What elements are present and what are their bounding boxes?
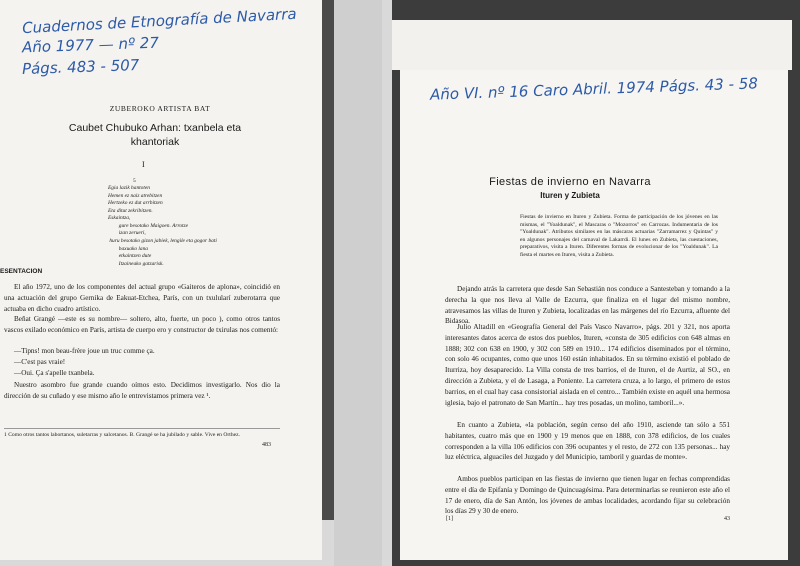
- right-abstract: Fiestas de invierno en Ituren y Zubieta. Forma de participación de los jóvenes en las mismas, el "Yoaldunak", el Mascaras o "Mozorros" en Carrozas. Indumentaria de los "Yoaldunak". Atributos similares en las máscaras actuarias "Zarramarrez y Quintas" y en algunos personajes del carnaval de Lakarrdi. El lunes en Zubieta, las cuestaciones, preparativos, visita a Ituren. Diferentes formas de evolucionar de los "Yoaldunak". La fiesta el martes en Ituren, visita a Zubieta.: [520, 214, 718, 258]
- left-page-shadow: [322, 0, 334, 520]
- handwriting-line-1: Cuadernos de Etnografía de Navarra: [21, 4, 298, 38]
- left-paragraph-5: —Oui. Ça s'apelle txanbela.: [14, 369, 95, 377]
- poem-block: Egia lazik hantoten Hemen ez naiz atrebitzen Hertzeko ez dut arrbitzen Eta ditut zekribitzen. Eskaintza, gure besotako Maigoen. Arrotze izan zerueri, huru besotako gizon jabiek, lengile eta gogor bati baxuako lana etkaintzen dute Itzaineako gatzarisk.: [108, 185, 217, 267]
- right-article-subtitle: Ituren y Zubieta: [540, 191, 600, 200]
- handwriting-line-3: Págs. 483 - 507: [21, 55, 140, 79]
- right-page-number: 43: [724, 516, 730, 522]
- right-handwriting: Año VI. nº 16 Caro Abril. 1974 Págs. 43 - 58: [429, 74, 759, 104]
- right-footer-left: [1]: [446, 516, 453, 522]
- right-article-title: Fiestas de invierno en Navarra: [489, 176, 651, 188]
- left-paragraph-4: —C'est pas vraie!: [14, 358, 66, 366]
- right-paragraph-4: Ambos pueblos participan en las fiestas de invierno que tienen lugar en fechas comprendidas entre el día de Epifanía y Domingo de Quincuagésima. Para determinarlas se reunieron este año el 17 de enero, día de San Antón, los jóvenes de ambas localidades, acordando fijar su celebración los días 29 y 30 de enero.: [445, 475, 730, 516]
- gutter-strip: [334, 0, 382, 566]
- right-page-top: [392, 20, 792, 70]
- right-paragraph-2: Julio Altadill en «Geografía General del País Vasco Navarro», págs. 201 y 321, nos aporta interesantes datos acerca de estos dos pueblos, Ituren, «consta de 305 edificios con 648 almas en 1888; 302 con 638 en 1900, y 302 con 589 en 1910... 174 edificios diseminados por el término, con solo 46 ocupantes, como que unos 160 están inhabitados. En su término existió el poblado de Iturriza, hoy desaparecido. La Villa consta de tres barrios, el de Ituren, el de Aurtiz, al SO., en dirección a Zubieta, y el de Lasaga, a Poniente. La carretera cruza, a lo largo, el primero de estos barrios, en el cual hay casa consistorial aislada en el centro... También existe en aquél una hermosa iglesia, bajo el patronato de San Martín... hay tres posadas, un molino, tamboril...».: [445, 323, 730, 407]
- left-page-number: 483: [262, 442, 271, 448]
- handwriting-line-2: Año 1977 — nº 27: [21, 33, 160, 57]
- article-title-line1: Caubet Chubuko Arhan: txanbela eta: [68, 122, 242, 134]
- right-paragraph-1: Dejando atrás la carretera que desde San Sebastián nos conduce a Santesteban y tomando a la derecha la que nos lleva al Valle de Ezcurra, que finaliza en el lugar del mismo nombre, atravesamos las villas de Ituren y Zubieta, localizadas en las márgenes del río Ezcurra, afluente del Bidasoa.: [445, 285, 730, 326]
- article-kicker: ZUBEROKO ARTISTA BAT: [109, 104, 211, 113]
- roman-numeral: I: [142, 160, 145, 169]
- right-paragraph-3: En cuanto a Zubieta, «la población, según censo del año 1910, asciende tan sólo a 551 habitantes, cuatro más que en 1900 y 19 menos que en 1888, con 378 edificios, de los cuales corresponden a la villa 106 edificios con 396 ocupantes y el resto, de 272 con 135 personas... hay luz eléctrica, alguaciles del Juzgado y del Municipio, tamboril y guardas de monte».: [445, 421, 730, 462]
- left-paragraph-2: Beñat Grangé —este es su nombre— soltero, alto, fuerte, un poco ), como otros tantos vascos exilado económico en París, artista de cuerpo ero y constructor de txirulas nos comentó:: [4, 315, 280, 334]
- left-paragraph-1: El año 1972, uno de los componentes del actual grupo «Gaiteros de aplona», coincidió en una actuación del grupo Gernika de Eakuat-Etchea, París, con un txulularí zuberotarra que actuaba en dicho cuadro artístico.: [4, 283, 280, 313]
- left-page: [0, 0, 322, 560]
- poem-number: 5: [133, 178, 136, 184]
- left-paragraph-6: Nuestro asombro fue grande cuando oímos esto. Decidimos investigarlo. Nos dio la dirección de su cuñado y ese mismo año le entrevistamos primera vez ¹.: [4, 381, 280, 400]
- left-paragraph-3: —Tipns! mon beau-frère joue un truc comme ça.: [14, 347, 155, 355]
- left-footnote: 1 Como otros tantos labortanos, suletarras y salcetanos. B. Grangé se ha jubilado y sable. Vive en Orthez.: [4, 432, 240, 438]
- footnote-rule: [4, 428, 280, 429]
- article-title-line2: khantoriak: [130, 136, 180, 148]
- section-heading: ESENTACION: [0, 268, 43, 275]
